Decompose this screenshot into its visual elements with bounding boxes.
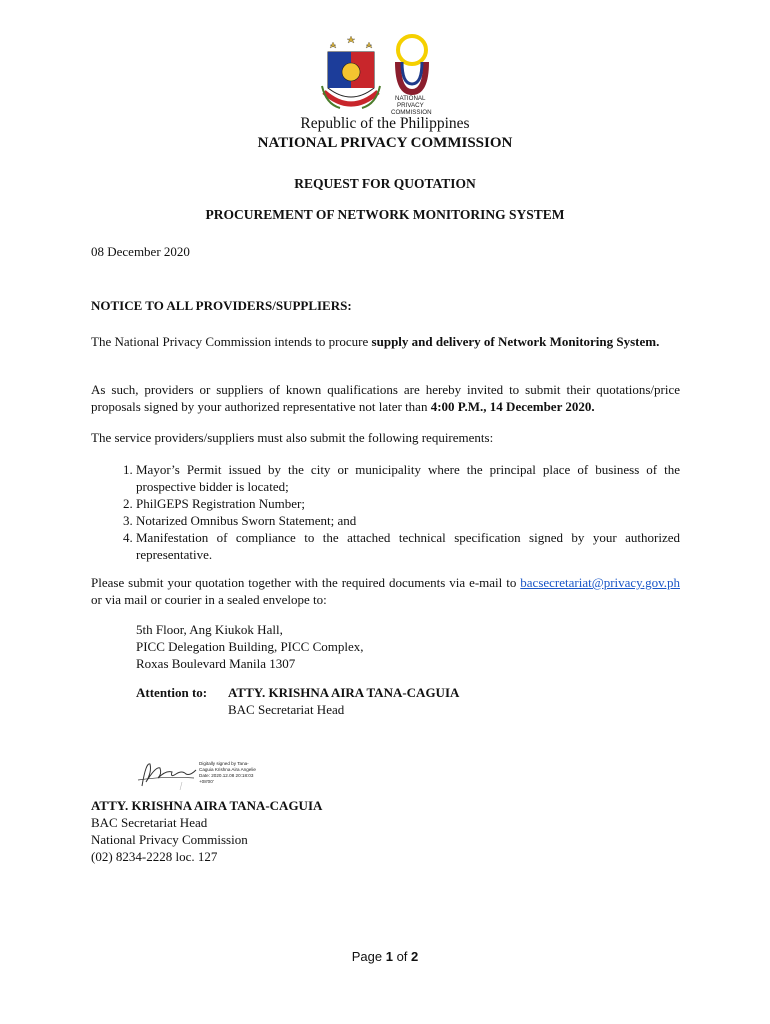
doc-type-title: REQUEST FOR QUOTATION bbox=[294, 176, 476, 191]
signature-note-line: Caguia Krishna Aira Angelie bbox=[199, 767, 256, 772]
page-current: 1 bbox=[385, 949, 393, 964]
requirement-item: 4. Manifestation of compliance to the attached technical specification signed by your authorized representative. bbox=[136, 529, 680, 563]
page-number bbox=[0, 949, 770, 964]
philippine-seal-icon bbox=[322, 36, 380, 108]
paragraph-invitation bbox=[91, 381, 680, 415]
header-commission: NATIONAL PRIVACY COMMISSION bbox=[257, 135, 513, 151]
signer-block bbox=[91, 797, 322, 865]
npc-logo-icon bbox=[391, 36, 432, 116]
signer-org: National Privacy Commission bbox=[91, 832, 248, 847]
npc-logo-line-3: COMMISSION bbox=[391, 109, 432, 116]
submission-text-suffix: or via mail or courier in a sealed envelope to: bbox=[91, 592, 327, 607]
signer-phone: (02) 8234-2228 loc. 127 bbox=[91, 849, 218, 864]
npc-logo-line-2: PRIVACY bbox=[397, 102, 424, 109]
npc-logo-line-1: NATIONAL bbox=[395, 95, 426, 102]
attention-title: BAC Secretariat Head bbox=[228, 702, 345, 717]
header-logos bbox=[318, 32, 448, 116]
submission-text: Please submit your quotation together with the required documents via e-mail to bbox=[91, 575, 521, 590]
signer-name: ATTY. KRISHNA AIRA TANA-CAGUIA bbox=[91, 798, 323, 813]
signature-note-line: Digitally signed by Tana- bbox=[199, 761, 249, 766]
requirement-item: 3. Notarized Omnibus Sworn Statement; and bbox=[136, 512, 680, 529]
signature-note-line: +08'00' bbox=[199, 779, 214, 784]
paragraph-intent-text: The National Privacy Commission intends to procure bbox=[91, 334, 372, 349]
requirement-item: 1. Mayor’s Permit issued by the city or municipality where the principal place of business of the prospective bidder is located; bbox=[136, 461, 680, 495]
digital-signature-note bbox=[199, 761, 269, 785]
of-word: of bbox=[396, 949, 408, 964]
requirement-item: 2. PhilGEPS Registration Number; bbox=[136, 495, 680, 512]
signature-note-line: Date: 2020.12.08 20:18:03 bbox=[199, 773, 254, 778]
deadline-text: 4:00 P.M., 14 December 2020. bbox=[430, 399, 595, 414]
notice-heading: NOTICE TO ALL PROVIDERS/SUPPLIERS: bbox=[91, 298, 352, 313]
paragraph-requirements-intro: The service providers/suppliers must also submit the following requirements: bbox=[91, 430, 494, 445]
attention-label: Attention to: bbox=[136, 685, 208, 700]
address-line: PICC Delegation Building, PICC Complex, bbox=[136, 639, 364, 654]
doc-subject-title: PROCUREMENT OF NETWORK MONITORING SYSTEM bbox=[205, 207, 565, 222]
document-date: 08 December 2020 bbox=[91, 244, 190, 259]
paragraph-intent-bold: supply and delivery of Network Monitoring System. bbox=[371, 334, 660, 349]
page-word: Page bbox=[351, 949, 383, 964]
paragraph-intent bbox=[91, 333, 680, 350]
signer-title: BAC Secretariat Head bbox=[91, 815, 208, 830]
address-line: Roxas Boulevard Manila 1307 bbox=[136, 656, 296, 671]
requirements-list bbox=[91, 461, 680, 563]
attention-name: ATTY. KRISHNA AIRA TANA-CAGUIA bbox=[228, 685, 460, 700]
handwritten-signature bbox=[136, 752, 206, 792]
address-line: 5th Floor, Ang Kiukok Hall, bbox=[136, 622, 283, 637]
paragraph-invitation-text: As such, providers or suppliers of known qualifications are hereby invited to submit their quotations/price proposals signed by your authorized representative not later than bbox=[91, 382, 680, 414]
email-link[interactable]: bacsecretariat@privacy.gov.ph bbox=[520, 575, 680, 590]
header-republic: Republic of the Philippines bbox=[300, 115, 470, 132]
page-total: 2 bbox=[411, 949, 419, 964]
mailing-address bbox=[136, 621, 364, 672]
paragraph-submission bbox=[91, 574, 680, 608]
